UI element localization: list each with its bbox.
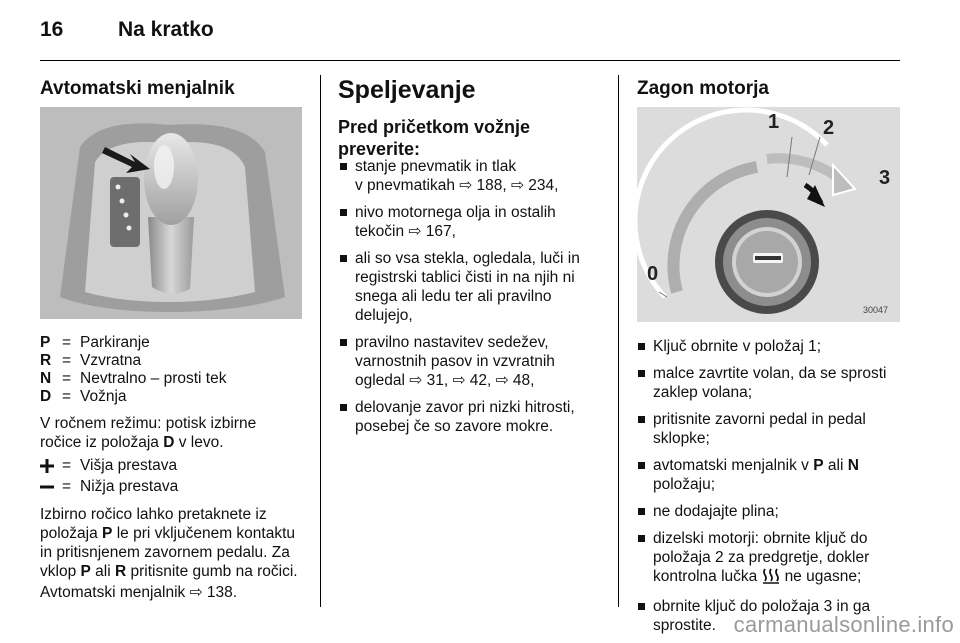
ignition-illustration — [637, 107, 900, 322]
legend-equals: = — [62, 370, 72, 387]
gear-selector-illustration — [40, 107, 302, 319]
position-label-3: 3 — [879, 167, 891, 189]
text-span: avtomatski menjalnik v — [653, 457, 814, 474]
list-item — [638, 456, 903, 494]
text-line: Pred pričetkom vožnje — [338, 117, 531, 137]
list-item — [340, 157, 610, 195]
subheading-before-driving — [338, 116, 530, 160]
text-line: obrnite ključ do položaja 3 in ga — [653, 598, 871, 615]
text-line: položaju; — [653, 476, 716, 493]
legend-key: P — [40, 334, 51, 351]
text-line: delovanje zavor pri nizki hitrosti, — [355, 399, 575, 416]
bullet-icon — [638, 603, 645, 610]
bullet-icon — [340, 404, 347, 411]
column-divider-2 — [618, 75, 619, 607]
list-item — [340, 203, 610, 241]
reference-automatic-transmission[interactable]: Avtomatski menjalnik ⇨ 138. — [40, 584, 238, 601]
text-line: v pnevmatikah ⇨ 188, ⇨ 234, — [355, 177, 559, 194]
list-item — [638, 529, 903, 589]
position-label-0: 0 — [647, 263, 659, 285]
plus-icon — [40, 457, 62, 478]
legend-key: R — [40, 352, 52, 369]
glow-plug-icon — [762, 568, 780, 589]
pre-drive-checklist — [340, 157, 610, 444]
text-span: pritisnite gumb na ročici. — [126, 563, 298, 580]
bullet-icon — [638, 416, 645, 423]
legend-text: Vožnja — [80, 388, 127, 405]
list-item — [340, 249, 610, 325]
legend-row-p — [40, 334, 310, 352]
engine-start-steps — [638, 337, 903, 643]
text-line: delujejo, — [355, 307, 413, 324]
text-line — [40, 433, 315, 452]
text-span: ročice iz položaja — [40, 434, 164, 451]
text-line: ne dodajajte plina; — [653, 503, 779, 520]
legend-text: Nižja prestava — [80, 478, 179, 495]
legend-equals: = — [62, 388, 72, 405]
text-line: ogledal ⇨ 31, ⇨ 42, ⇨ 48, — [355, 372, 535, 389]
text-line: Ključ obrnite v položaj 1; — [653, 338, 822, 355]
ignition-drawing — [637, 107, 900, 322]
text-line: registrski tablici čisti in na njih ni — [355, 269, 575, 286]
text-line: sklopke; — [653, 430, 710, 447]
text-span: le pri vključenem kontaktu — [112, 525, 296, 542]
position-label-2: 2 — [823, 117, 835, 139]
bullet-icon — [340, 255, 347, 262]
position-p: P — [80, 563, 91, 580]
figure-number: 30047 — [863, 305, 889, 315]
bullet-icon — [340, 209, 347, 216]
manual-mode-text — [40, 414, 315, 452]
bullet-icon — [638, 508, 645, 515]
text-line: varnostnih pasov in vzvratnih — [355, 353, 555, 370]
legend-row-plus — [40, 457, 315, 478]
legend-row-n — [40, 370, 310, 388]
position-p: P — [813, 457, 824, 474]
section-heading-starting-off: Speljevanje — [338, 76, 476, 104]
legend-text: Višja prestava — [80, 457, 178, 474]
text-line: malce zavrtite volan, da se sprosti — [653, 365, 887, 382]
bullet-icon — [638, 370, 645, 377]
minus-icon — [40, 478, 62, 499]
list-item — [638, 364, 903, 402]
text-span: položaja — [40, 525, 103, 542]
bullet-icon — [638, 462, 645, 469]
text-line: pravilno nastavitev sedežev, — [355, 334, 549, 351]
text-line: posebej če so zavore mokre. — [355, 418, 554, 435]
position-d: D — [163, 434, 175, 451]
plus-minus-legend — [40, 457, 315, 499]
text-span: kontrolna lučka — [653, 568, 762, 585]
bullet-icon — [340, 163, 347, 170]
page-number: 16 — [40, 18, 64, 41]
text-line: V ročnem režimu: potisk izbirne — [40, 415, 257, 432]
text-line: sprostite. — [653, 617, 716, 634]
gear-selector-drawing — [40, 107, 302, 319]
bullet-icon — [638, 343, 645, 350]
text-line: tekočin ⇨ 167, — [355, 223, 456, 240]
text-line — [653, 567, 903, 589]
text-line: snega ali ledu ter ali pravilno — [355, 288, 552, 305]
position-label-1: 1 — [768, 111, 780, 133]
bullet-icon — [340, 339, 347, 346]
text-span: vklop — [40, 563, 81, 580]
header-rule — [40, 60, 900, 61]
text-line: pritisnite zavorni pedal in pedal — [653, 411, 866, 428]
column-divider-1 — [320, 75, 321, 607]
legend-text: Nevtralno – prosti tek — [80, 370, 227, 387]
legend-key: D — [40, 388, 52, 405]
section-heading-engine-start: Zagon motorja — [637, 78, 769, 99]
section-heading-automatic-transmission: Avtomatski menjalnik — [40, 78, 235, 99]
text-line — [653, 456, 903, 475]
legend-row-r — [40, 352, 310, 370]
text-line: nivo motornega olja in ostalih — [355, 204, 556, 221]
selector-lever-paragraph — [40, 505, 318, 581]
text-line: in pritisnjenem zavornem pedalu. Za — [40, 544, 290, 561]
bullet-icon — [638, 535, 645, 542]
watermark-text: carmanualsonline.info — [733, 612, 954, 637]
page-title: Na kratko — [118, 18, 214, 41]
text-line: ali so vsa stekla, ogledala, luči in — [355, 250, 580, 267]
text-line — [40, 524, 318, 543]
legend-equals: = — [62, 478, 72, 495]
list-item — [638, 410, 903, 448]
list-item — [340, 398, 610, 436]
text-line: Izbirno ročico lahko pretaknete iz — [40, 506, 267, 523]
text-span: v levo. — [174, 434, 224, 451]
legend-text: Vzvratna — [80, 352, 142, 369]
position-r: R — [114, 563, 127, 580]
text-span: ali — [823, 457, 848, 474]
position-n: N — [847, 457, 859, 474]
legend-equals: = — [62, 334, 72, 351]
legend-row-d — [40, 388, 310, 406]
text-span: ne ugasne; — [784, 568, 862, 585]
text-line: dizelski motorji: obrnite ključ do — [653, 530, 868, 547]
legend-key: N — [40, 370, 52, 387]
legend-row-minus — [40, 478, 315, 499]
legend-equals: = — [62, 352, 72, 369]
gear-legend — [40, 334, 310, 406]
legend-text: Parkiranje — [80, 334, 150, 351]
list-item — [340, 333, 610, 390]
text-line: zaklep volana; — [653, 384, 753, 401]
list-item — [638, 502, 903, 521]
text-span: ali — [90, 563, 115, 580]
text-line: preverite: — [338, 139, 421, 159]
text-line — [40, 562, 318, 581]
legend-equals: = — [62, 457, 72, 474]
text-line: stanje pnevmatik in tlak — [355, 158, 517, 175]
text-line: položaja 2 za predgretje, dokler — [653, 549, 870, 566]
list-item — [638, 337, 903, 356]
position-p: P — [102, 525, 113, 542]
